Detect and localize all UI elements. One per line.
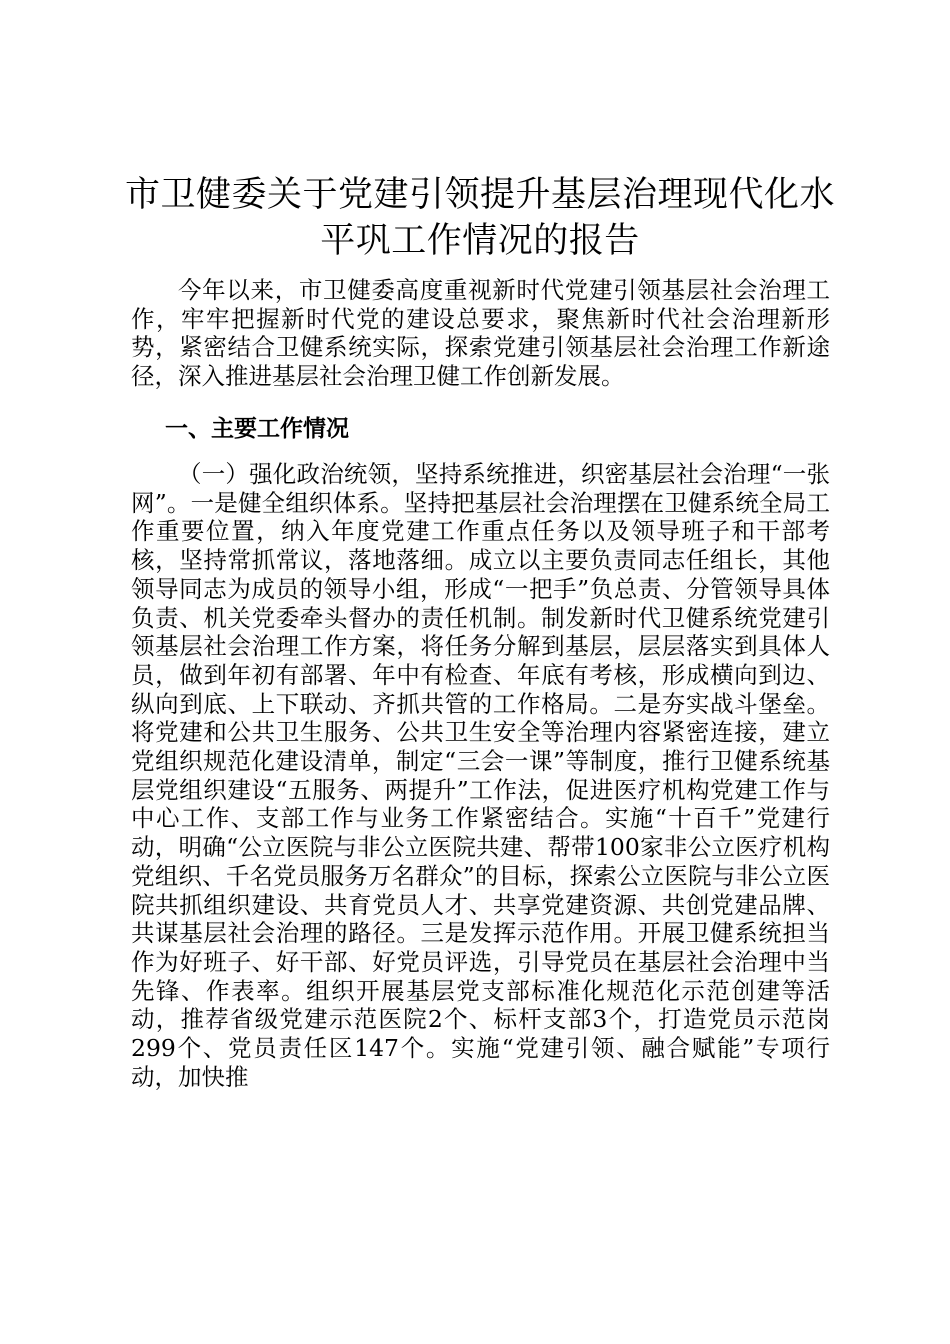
- section-heading: 一、主要工作情况: [165, 416, 349, 442]
- intro-paragraph: 今年以来，市卫健委高度重视新时代党建引领基层社会治理工作，牢牢把握新时代党的建设总要求，聚焦新时代社会治理新形势，紧密结合卫健系统实际，探索党建引领基层社会治理工作新途径，深入推进基层社会治理卫健工作创新发展。: [131, 276, 830, 391]
- document-title: 市卫健委关于党建引领提升基层治理现代化水平巩工作情况的报告: [124, 175, 835, 261]
- body-paragraph: （一）强化政治统领，坚持系统推进，织密基层社会治理“一张网”。一是健全组织体系。坚持把基层社会治理摆在卫健系统全局工作重要位置，纳入年度党建工作重点任务以及领导班子和干部考核，坚持常抓常议，落地落细。成立以主要负责同志任组长，其他领导同志为成员的领导小组，形成“一把手”负总责、分管领导具体负责、机关党委牵头督办的责任机制。制发新时代卫健系统党建引领基层社会治理工作方案，将任务分解到基层，层层落实到具体人员，做到年初有部署、年中有检查、年底有考核，形成横向到边、纵向到底、上下联动、齐抓共管的工作格局。二是夯实战斗堡垒。将党建和公共卫生服务、公共卫生安全等治理内容紧密连接，建立党组织规范化建设清单，制定“三会一课”等制度，推行卫健系统基层党组织建设“五服务、两提升”工作法，促进医疗机构党建工作与中心工作、支部工作与业务工作紧密结合。实施“十百千”党建行动，明确“公立医院与非公立医院共建、帮带100家非公立医疗机构党组织、千名党员服务万名群众”的目标，探索公立医院与非公立医院共抓组织建设、共育党员人才、共享党建资源、共创党建品牌、共谋基层社会治理的路径。三是发挥示范作用。开展卫健系统担当作为好班子、好干部、好党员评选，引导党员在基层社会治理中当先锋、作表率。组织开展基层党支部标准化规范化示范创建等活动，推荐省级党建示范医院2个、标杆支部3个，打造党员示范岗299个、党员责任区147个。实施“党建引领、融合赋能”专项行动，加快推: [131, 460, 830, 1091]
